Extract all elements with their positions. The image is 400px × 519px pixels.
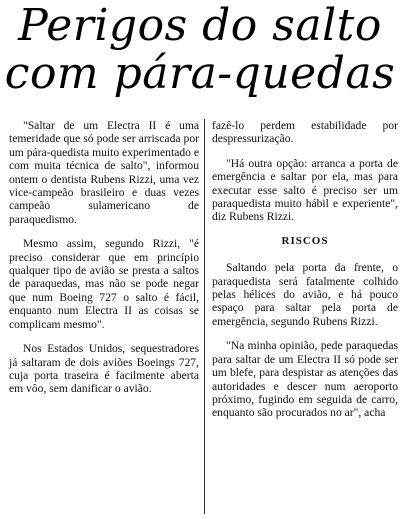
paragraph: fazê-lo perdem estabilidade por despressurização.	[212, 119, 398, 146]
headline	[0, 2, 400, 98]
headline-line-2: com pára-quedas	[4, 48, 396, 99]
article-column-left	[9, 119, 199, 407]
paragraph: Nos Estados Unidos, sequestradores já saltaram de dois aviões Boeings 727, cuja porta traseira é facilmente aberta em vôo, sem danificar o avião.	[9, 342, 199, 396]
column-divider	[204, 119, 205, 514]
paragraph: Saltando pela porta da frente, o paraquedista será fatalmente colhido pelas hélices do avião, e há pouco espaço para saltar pela porta de emergência, segundo Rubens Rizzi.	[212, 261, 398, 328]
paragraph: "Na minha opinião, pede paraquedas para saltar de um Electra II só pode ser um blefe, para despistar as atenções das autoridades e descer num aeroporto próximo, fugindo em seguida de carro, enquanto são procurados no ar", acha	[212, 339, 398, 420]
paragraph: Mesmo assim, segundo Rizzi, "é preciso considerar que em princípio qualquer tipo de avião se presta a saltos de paraquedas, mas não se pode negar que num Boeing 727 o salto é fácil, enquanto num Electra II as coisas se complicam mesmo".	[9, 237, 199, 331]
paragraph: "Há outra opção: arranca a porta de emergência e saltar por ela, mas para executar esse salto é preciso ser um paraquedista muito hábil e experiente", diz Rubens Rizzi.	[212, 156, 398, 224]
article-column-right	[212, 119, 398, 431]
headline-line-1: Perigos do salto	[18, 0, 382, 51]
section-subhead: RISCOS	[281, 234, 329, 247]
paragraph: "Saltar de um Electra II é uma temeridade que só pode ser arriscada por um pára-quedista muito experimentado e com muita técnica de salto", informou ontem o dentista Rubens Rizzi, uma vez vice-campeão brasileiro e duas vezes campeão sulamericano de paraquedismo.	[9, 119, 199, 226]
